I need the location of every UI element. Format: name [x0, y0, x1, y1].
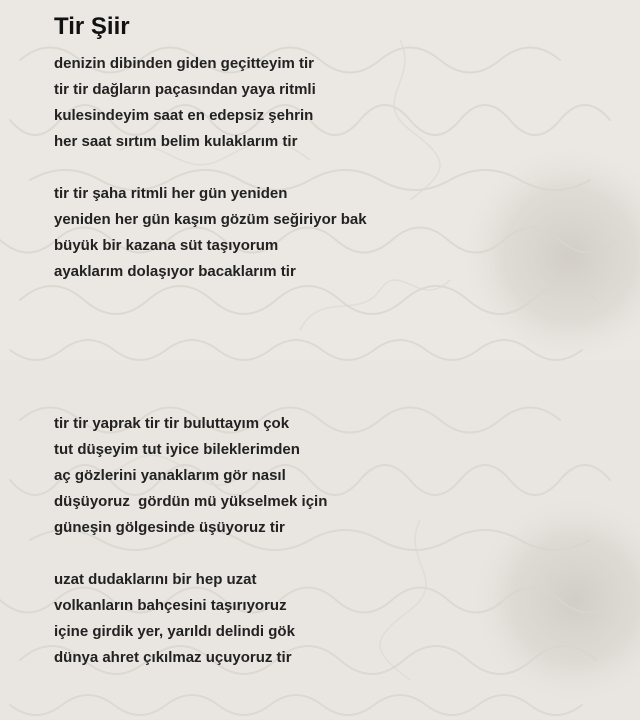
stanza-2 — [54, 181, 367, 285]
poem-line: düşüyoruz gördün mü yükselmek için — [54, 493, 328, 510]
poem-line: tir tir yaprak tir tir buluttayım çok — [54, 415, 290, 432]
poem-line: volkanların bahçesini taşırıyoruz — [54, 597, 287, 614]
poem-line: tir tir dağların paçasından yaya ritmli — [54, 81, 316, 98]
poem-line: içine girdik yer, yarıldı delindi gök — [54, 623, 295, 640]
poem-line: aç gözlerini yanaklarım gör nasıl — [54, 467, 286, 484]
poem-line: tut düşeyim tut iyice bileklerimden — [54, 441, 300, 458]
poem-line: büyük bir kazana süt taşıyorum — [54, 237, 279, 254]
poem-line: her saat sırtım belim kulaklarım tir — [54, 133, 298, 150]
stanza-1 — [54, 51, 316, 155]
poem-title: Tir Şiir — [54, 13, 130, 40]
poem-line: denizin dibinden giden geçitteyim tir — [54, 55, 315, 72]
poem-line: dünya ahret çıkılmaz uçuyoruz tir — [54, 649, 292, 666]
poem-line: uzat dudaklarını bir hep uzat — [54, 571, 257, 588]
poem-line: güneşin gölgesinde üşüyoruz tir — [54, 519, 285, 536]
poem-line: kulesindeyim saat en edepsiz şehrin — [54, 107, 314, 124]
poem-line: ayaklarım dolaşıyor bacaklarım tir — [54, 263, 296, 280]
poem-line: tir tir şaha ritmli her gün yeniden — [54, 185, 288, 202]
stanza-3 — [54, 411, 327, 541]
stanza-4 — [54, 567, 295, 671]
poem-line: yeniden her gün kaşım gözüm seğiriyor bak — [54, 211, 367, 228]
